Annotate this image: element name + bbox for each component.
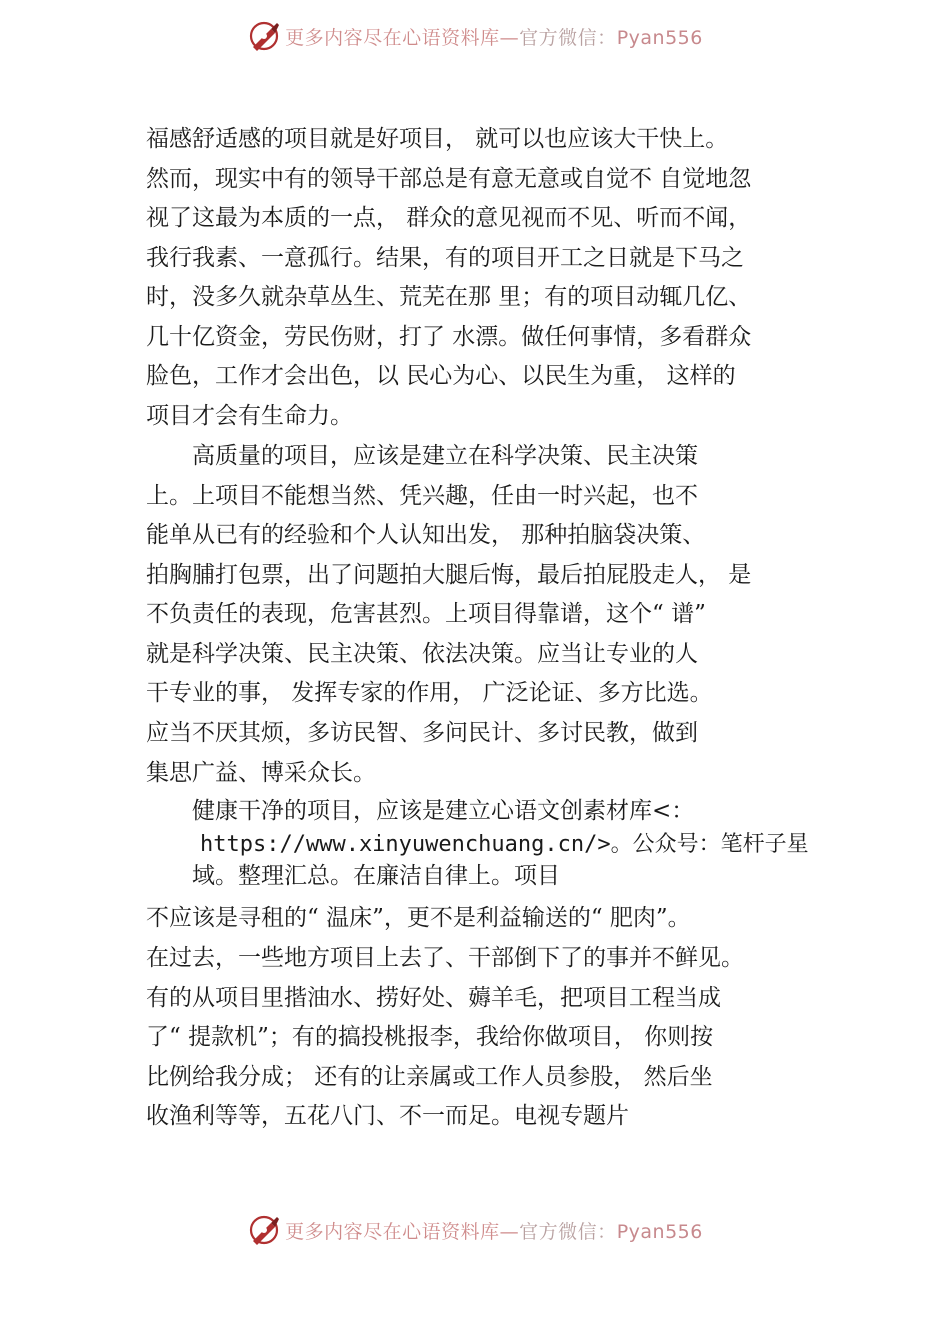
body-line: 高质量的项目，应该是建立在科学决策、民主决策	[146, 443, 698, 469]
body-line: 就是科学决策、民主决策、依法决策。应当让专业的人	[146, 641, 698, 667]
body-line: 视了这最为本质的一点， 群众的意见视而不见、听而不闻，	[146, 205, 752, 231]
body-line: 不负责任的表现，危害甚烈。上项目得靠谱，这个“ 谱”	[146, 601, 706, 627]
body-line: 几十亿资金，劳民伤财，打了 水漂。做任何事情，多看群众	[146, 324, 752, 350]
body-line: 比例给我分成； 还有的让亲属或工作人员参股， 然后坐	[146, 1064, 713, 1090]
header-account: Pyan556	[616, 26, 703, 49]
body-line: 拍胸脯打包票，出了问题拍大腿后悔，最后拍屁股走人， 是	[146, 562, 752, 588]
header-middle: 官方微信：	[519, 26, 617, 49]
header-prefix: 更多内容尽在心语资料库	[285, 26, 500, 49]
footer-prefix: 更多内容尽在心语资料库	[285, 1220, 500, 1243]
body-line: 脸色，工作才会出色，以 民心为心、以民生为重， 这样的	[146, 363, 736, 389]
body-line: 集思广益、博采众长。	[146, 760, 376, 786]
link-line	[200, 829, 809, 859]
header-dash: —	[499, 26, 520, 49]
pen-logo-icon	[247, 1213, 281, 1247]
body-line: 了“ 提款机”；有的搞投桃报李，我给你做项目， 你则按	[146, 1024, 714, 1050]
body-line: 域。整理汇总。在廉洁自律上。项目	[146, 863, 560, 889]
pen-logo-icon	[247, 19, 281, 53]
body-line: 有的从项目里揩油水、捞好处、薅羊毛，把项目工程当成	[146, 985, 721, 1011]
body-line: 应当不厌其烦，多访民智、多问民计、多讨民教，做到	[146, 720, 698, 746]
header-banner	[0, 16, 950, 56]
footer-text	[285, 1217, 703, 1244]
body-line: 在过去，一些地方项目上去了、干部倒下了的事并不鲜见。	[146, 945, 744, 971]
body-line: 福感舒适感的项目就是好项目， 就可以也应该大干快上。	[146, 126, 729, 152]
body-line: 干专业的事， 发挥专家的作用， 广泛论证、多方比选。	[146, 680, 713, 706]
footer-middle: 官方微信：	[519, 1220, 617, 1243]
body-line: 收渔利等等，五花八门、不一而足。电视专题片	[146, 1103, 629, 1129]
body-line: 健康干净的项目，应该是建立心语文创素材库<：	[146, 798, 695, 824]
footer-banner	[0, 1210, 950, 1250]
footer-account: Pyan556	[616, 1220, 703, 1243]
body-line: 能单从已有的经验和个人认知出发， 那种拍脑袋决策、	[146, 522, 706, 548]
body-line: 然而，现实中有的领导干部总是有意无意或自觉不 自觉地忽	[146, 166, 752, 192]
body-line: 时，没多久就杂草丛生、荒芜在那 里；有的项目动辄几亿、	[146, 284, 752, 310]
body-line: https://www.xinyuwenchuang.cn/>。公众号：笔杆子星	[200, 832, 809, 857]
body-line: 我行我素、一意孤行。结果，有的项目开工之日就是下马之	[146, 245, 744, 271]
body-line: 不应该是寻租的“ 温床”，更不是利益输送的“ 肥肉”。	[146, 905, 691, 931]
header-text	[285, 23, 703, 50]
body-line: 上。上项目不能想当然、凭兴趣，任由一时兴起，也不	[146, 483, 698, 509]
body-line: 项目才会有生命力。	[146, 403, 353, 429]
footer-dash: —	[499, 1220, 520, 1243]
